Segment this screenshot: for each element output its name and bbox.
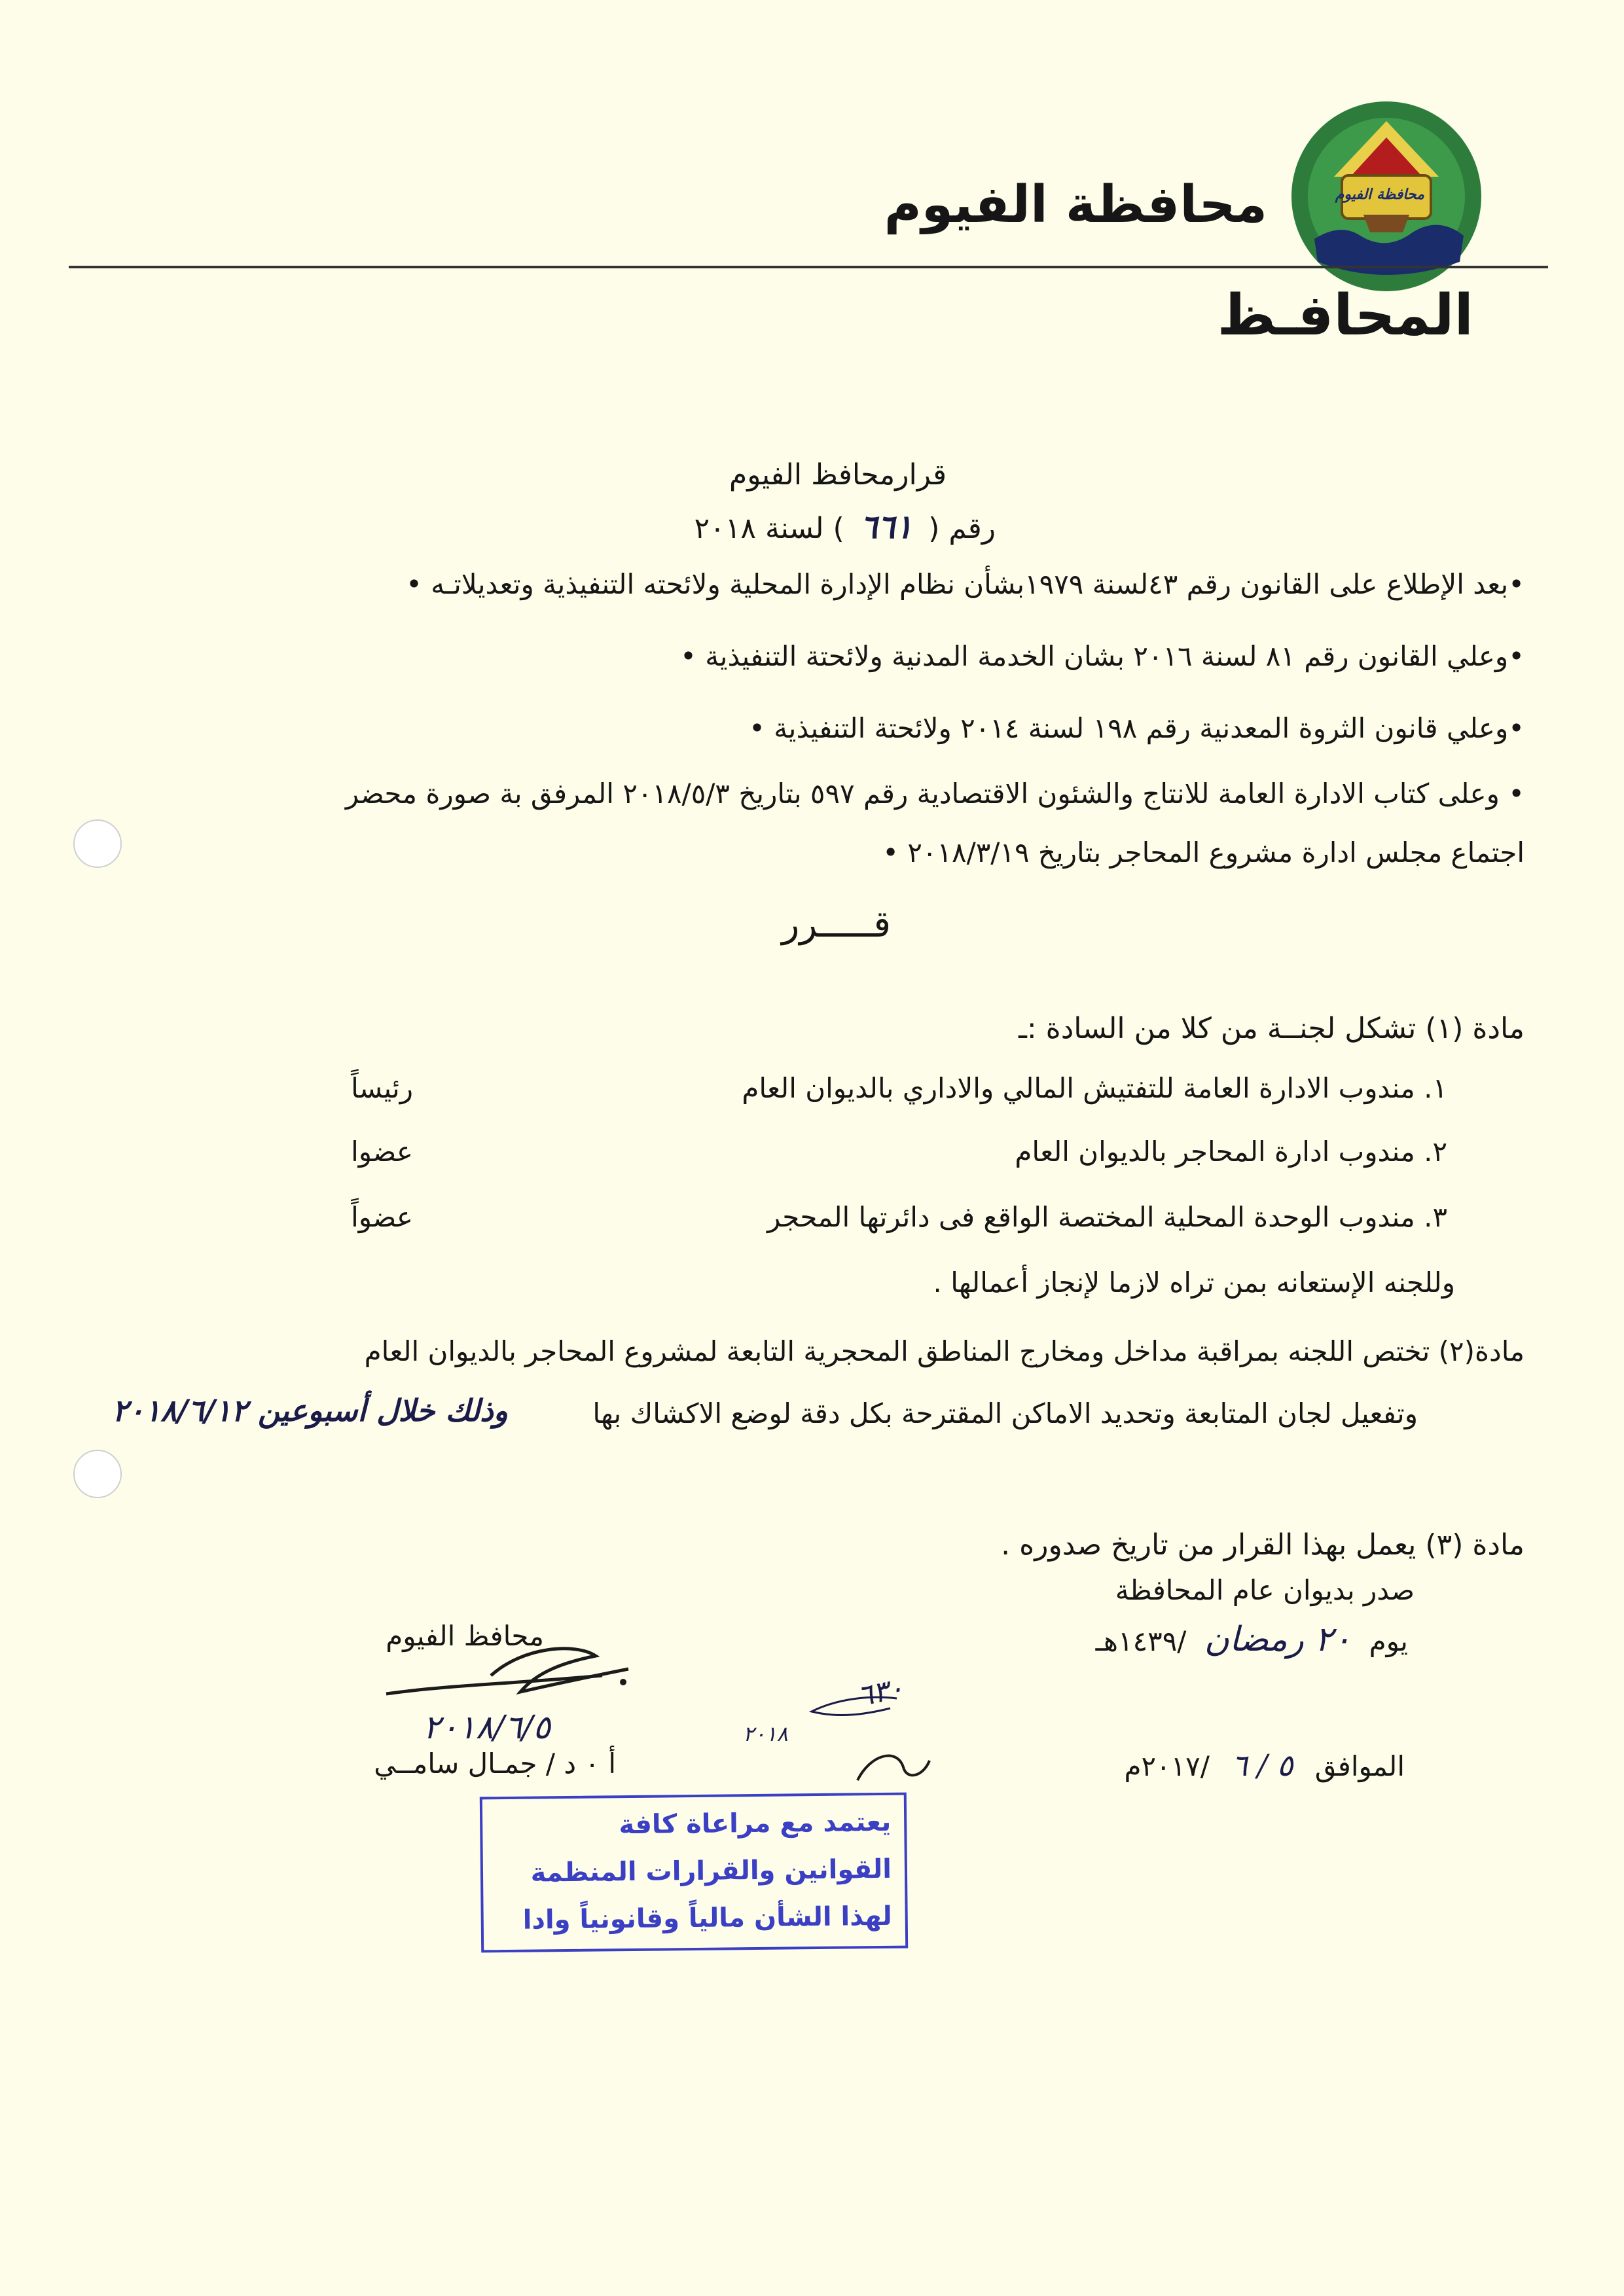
decision-number: [695, 507, 996, 546]
logo-label: محافظة الفيوم: [1335, 186, 1424, 203]
stamp-line-3: لهذا الشأن مالياً وقانونياً وادا: [522, 1901, 892, 1935]
preamble-line-4: • وعلى كتاب الادارة العامة للانتاج والشئون الاقتصادية رقم ٥٩٧ بتاريخ ٢٠١٨/٥/٣ المرفق بة صورة محضر: [345, 778, 1525, 810]
greg-handwritten: ٥ / ٦: [1231, 1748, 1293, 1783]
stamp-line-1: يعتمد مع مراعاة كافة: [619, 1806, 892, 1840]
decision-number-prefix: رقم (: [928, 512, 996, 545]
hijri-suffix: /١٤٣٩هـ: [1095, 1625, 1187, 1657]
signatory-title: محافظ الفيوم: [386, 1620, 544, 1652]
article-2-line-2: وتفعيل لجان المتابعة وتحديد الاماكن المقترحة بكل دقة لوضع الاكشاك بها: [592, 1397, 1418, 1429]
hijri-handwritten: ٢٠ رمضان: [1204, 1620, 1352, 1659]
signatory-name: أ ٠ د / جمـال سامــي: [374, 1748, 616, 1780]
preamble-line-3: •وعلي قانون الثروة المعدنية رقم ١٩٨ لسنة ٢٠١٤ ولائحتة التنفيذية •: [749, 712, 1525, 744]
stamp-line-2: القوانين والقرارات المنظمة: [530, 1854, 892, 1888]
office-title: المحافـظ: [1217, 283, 1473, 348]
initials-year: ٢٠١٨: [743, 1721, 788, 1746]
governorate-name: محافظة الفيوم: [884, 175, 1267, 234]
gregorian-date: [1124, 1748, 1405, 1783]
initials-mark: ٦٣٠: [854, 1671, 907, 1713]
preamble-line-2: •وعلي القانون رقم ٨١ لسنة ٢٠١٦ بشان الخدمة المدنية ولائحتة التنفيذية •: [680, 640, 1525, 672]
header-divider: [69, 266, 1548, 268]
article-1-heading: مادة (١) تشكل لجنــة من كلا من السادة :ـ: [1018, 1012, 1525, 1045]
hijri-prefix: يوم: [1369, 1625, 1408, 1657]
punch-hole-lower: [73, 1450, 122, 1498]
article-1-note: وللجنه الإستعانه بمن تراه لازما لإنجاز أعمالها .: [933, 1266, 1455, 1299]
member-3-text: ٣. مندوب الوحدة المحلية المختصة الواقع فى دائرتها المحجر: [767, 1201, 1447, 1233]
greg-prefix: الموافق: [1314, 1750, 1405, 1782]
punch-hole-upper: [73, 819, 122, 868]
member-2-text: ٢. مندوب ادارة المحاجر بالديوان العام: [1015, 1136, 1447, 1168]
initials-signature: [844, 1741, 936, 1793]
issued-at: صدر بديوان عام المحافظة: [1115, 1574, 1415, 1606]
governorate-logo: [1288, 98, 1485, 295]
decision-title: قرارمحافظ الفيوم: [729, 458, 947, 492]
decree-word: قـــــرر: [782, 903, 891, 946]
preamble-line-5: اجتماع مجلس ادارة مشروع المحاجر بتاريخ ٢٠١٨/٣/١٩ •: [882, 836, 1525, 869]
article-2-line-1: مادة(٢) تختص اللجنه بمراقبة مداخل ومخارج المناطق المحجرية التابعة لمشروع المحاجر بالديوان العام: [364, 1335, 1525, 1367]
member-2-role: عضوا: [351, 1136, 413, 1168]
greg-suffix: /٢٠١٧م: [1124, 1750, 1210, 1782]
member-3-role: عضواً: [351, 1201, 413, 1233]
article-3-line: مادة (٣) يعمل بهذا القرار من تاريخ صدوره .: [1001, 1528, 1525, 1562]
member-1-role: رئيساً: [351, 1072, 413, 1104]
article-2-handwritten-addition: وذلك خلال أسبوعين ٢٠١٨/٦/١٢: [112, 1393, 508, 1428]
preamble-line-1: •بعد الإطلاع على القانون رقم ٤٣لسنة ١٩٧٩بشأن نظام الإدارة المحلية ولائحته التنفيذية وتعديلاتـه •: [406, 568, 1525, 600]
decision-number-handwritten: ٦٦١: [859, 507, 913, 546]
hijri-date: [1096, 1620, 1408, 1659]
decision-number-suffix: ) لسنة ٢٠١٨: [694, 512, 844, 545]
initials-scribble: [799, 1692, 903, 1731]
member-1-text: ١. مندوب الادارة العامة للتفتيش المالي والاداري بالديوان العام: [742, 1072, 1447, 1104]
signature-handwritten-date: ٢٠١٨/٦/٥: [423, 1708, 550, 1746]
approval-stamp: [480, 1793, 908, 1953]
governor-signature: [367, 1636, 641, 1708]
